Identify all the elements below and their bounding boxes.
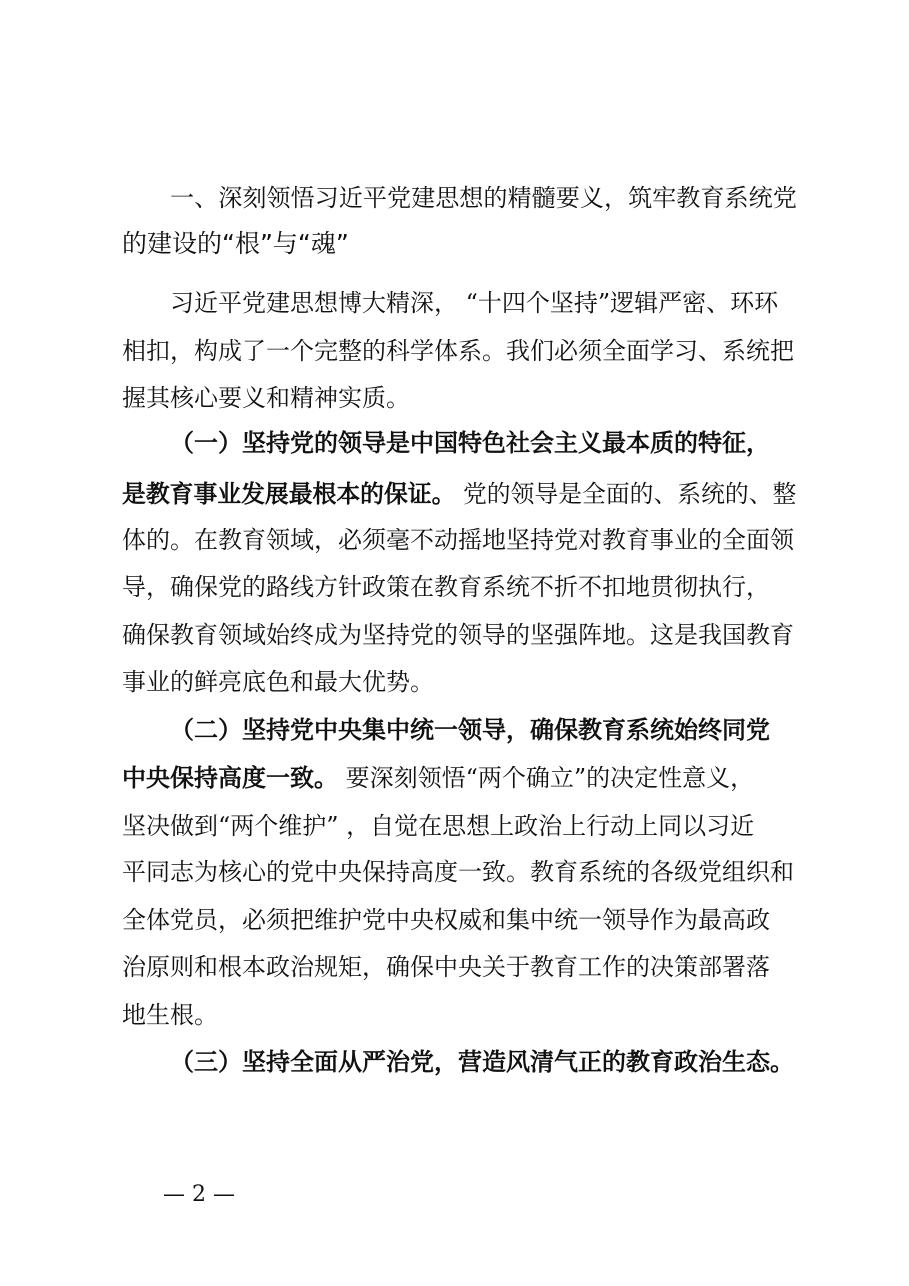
section1-line-3: 体的。在教育领域，必须毫不动摇地坚持党对教育事业的全面领 <box>122 526 794 554</box>
section1-title-line-1: （一）坚持党的领导是中国特色社会主义最本质的特征， <box>170 429 770 457</box>
section2-title-line-1: （二）坚持党中央集中统一领导，确保教育系统始终同党 <box>170 716 770 744</box>
section2-title-line-2: 中央保持高度一致。 <box>122 764 338 792</box>
section1-line-5: 确保教育领域始终成为坚持党的领导的坚强阵地。这是我国教育 <box>122 621 794 649</box>
section-heading-line-2: 的建设的“根”与“魂” <box>122 229 349 258</box>
section2-line-7: 地生根。 <box>122 1001 218 1029</box>
section2-line-4: 平同志为核心的党中央保持高度一致。教育系统的各级党组织和 <box>122 858 794 886</box>
section1-title-line-2: 是教育事业发展最根本的保证。 <box>122 480 456 508</box>
intro-line-1: 习近平党建思想博大精深， “十四个坚持”逻辑严密、环环 <box>170 289 779 317</box>
section1-line-2 <box>122 479 796 509</box>
section2-line-6: 治原则和根本政治规矩，确保中央关于教育工作的决策部署落 <box>122 953 770 981</box>
page-number: — 2 — <box>163 1182 235 1207</box>
section1-text-line-2: 党的领导是全面的、系统的、整 <box>455 480 797 508</box>
intro-line-2: 相扣，构成了一个完整的科学体系。我们必须全面学习、系统把 <box>122 337 794 365</box>
section2-line-3: 坚决做到“两个维护” ，自觉在思想上政治上行动上同以习近 <box>122 812 755 840</box>
intro-line-3: 握其核心要义和精神实质。 <box>122 384 410 412</box>
section1-line-6: 事业的鲜亮底色和最大优势。 <box>122 668 434 696</box>
section2-text-line-2: 要深刻领悟“两个确立”的决定性意义， <box>338 764 755 792</box>
section1-line-4: 导，确保党的路线方针政策在教育系统不折不扣地贯彻执行， <box>122 573 770 601</box>
section3-title-line-1: （三）坚持全面从严治党，营造风清气正的教育政治生态。 <box>170 1048 794 1076</box>
section2-line-2 <box>122 763 754 793</box>
section-heading-line-1: 一、深刻领悟习近平党建思想的精髓要义，筑牢教育系统党 <box>170 184 797 212</box>
section2-line-5: 全体党员，必须把维护党中央权威和集中统一领导作为最高政 <box>122 906 770 934</box>
